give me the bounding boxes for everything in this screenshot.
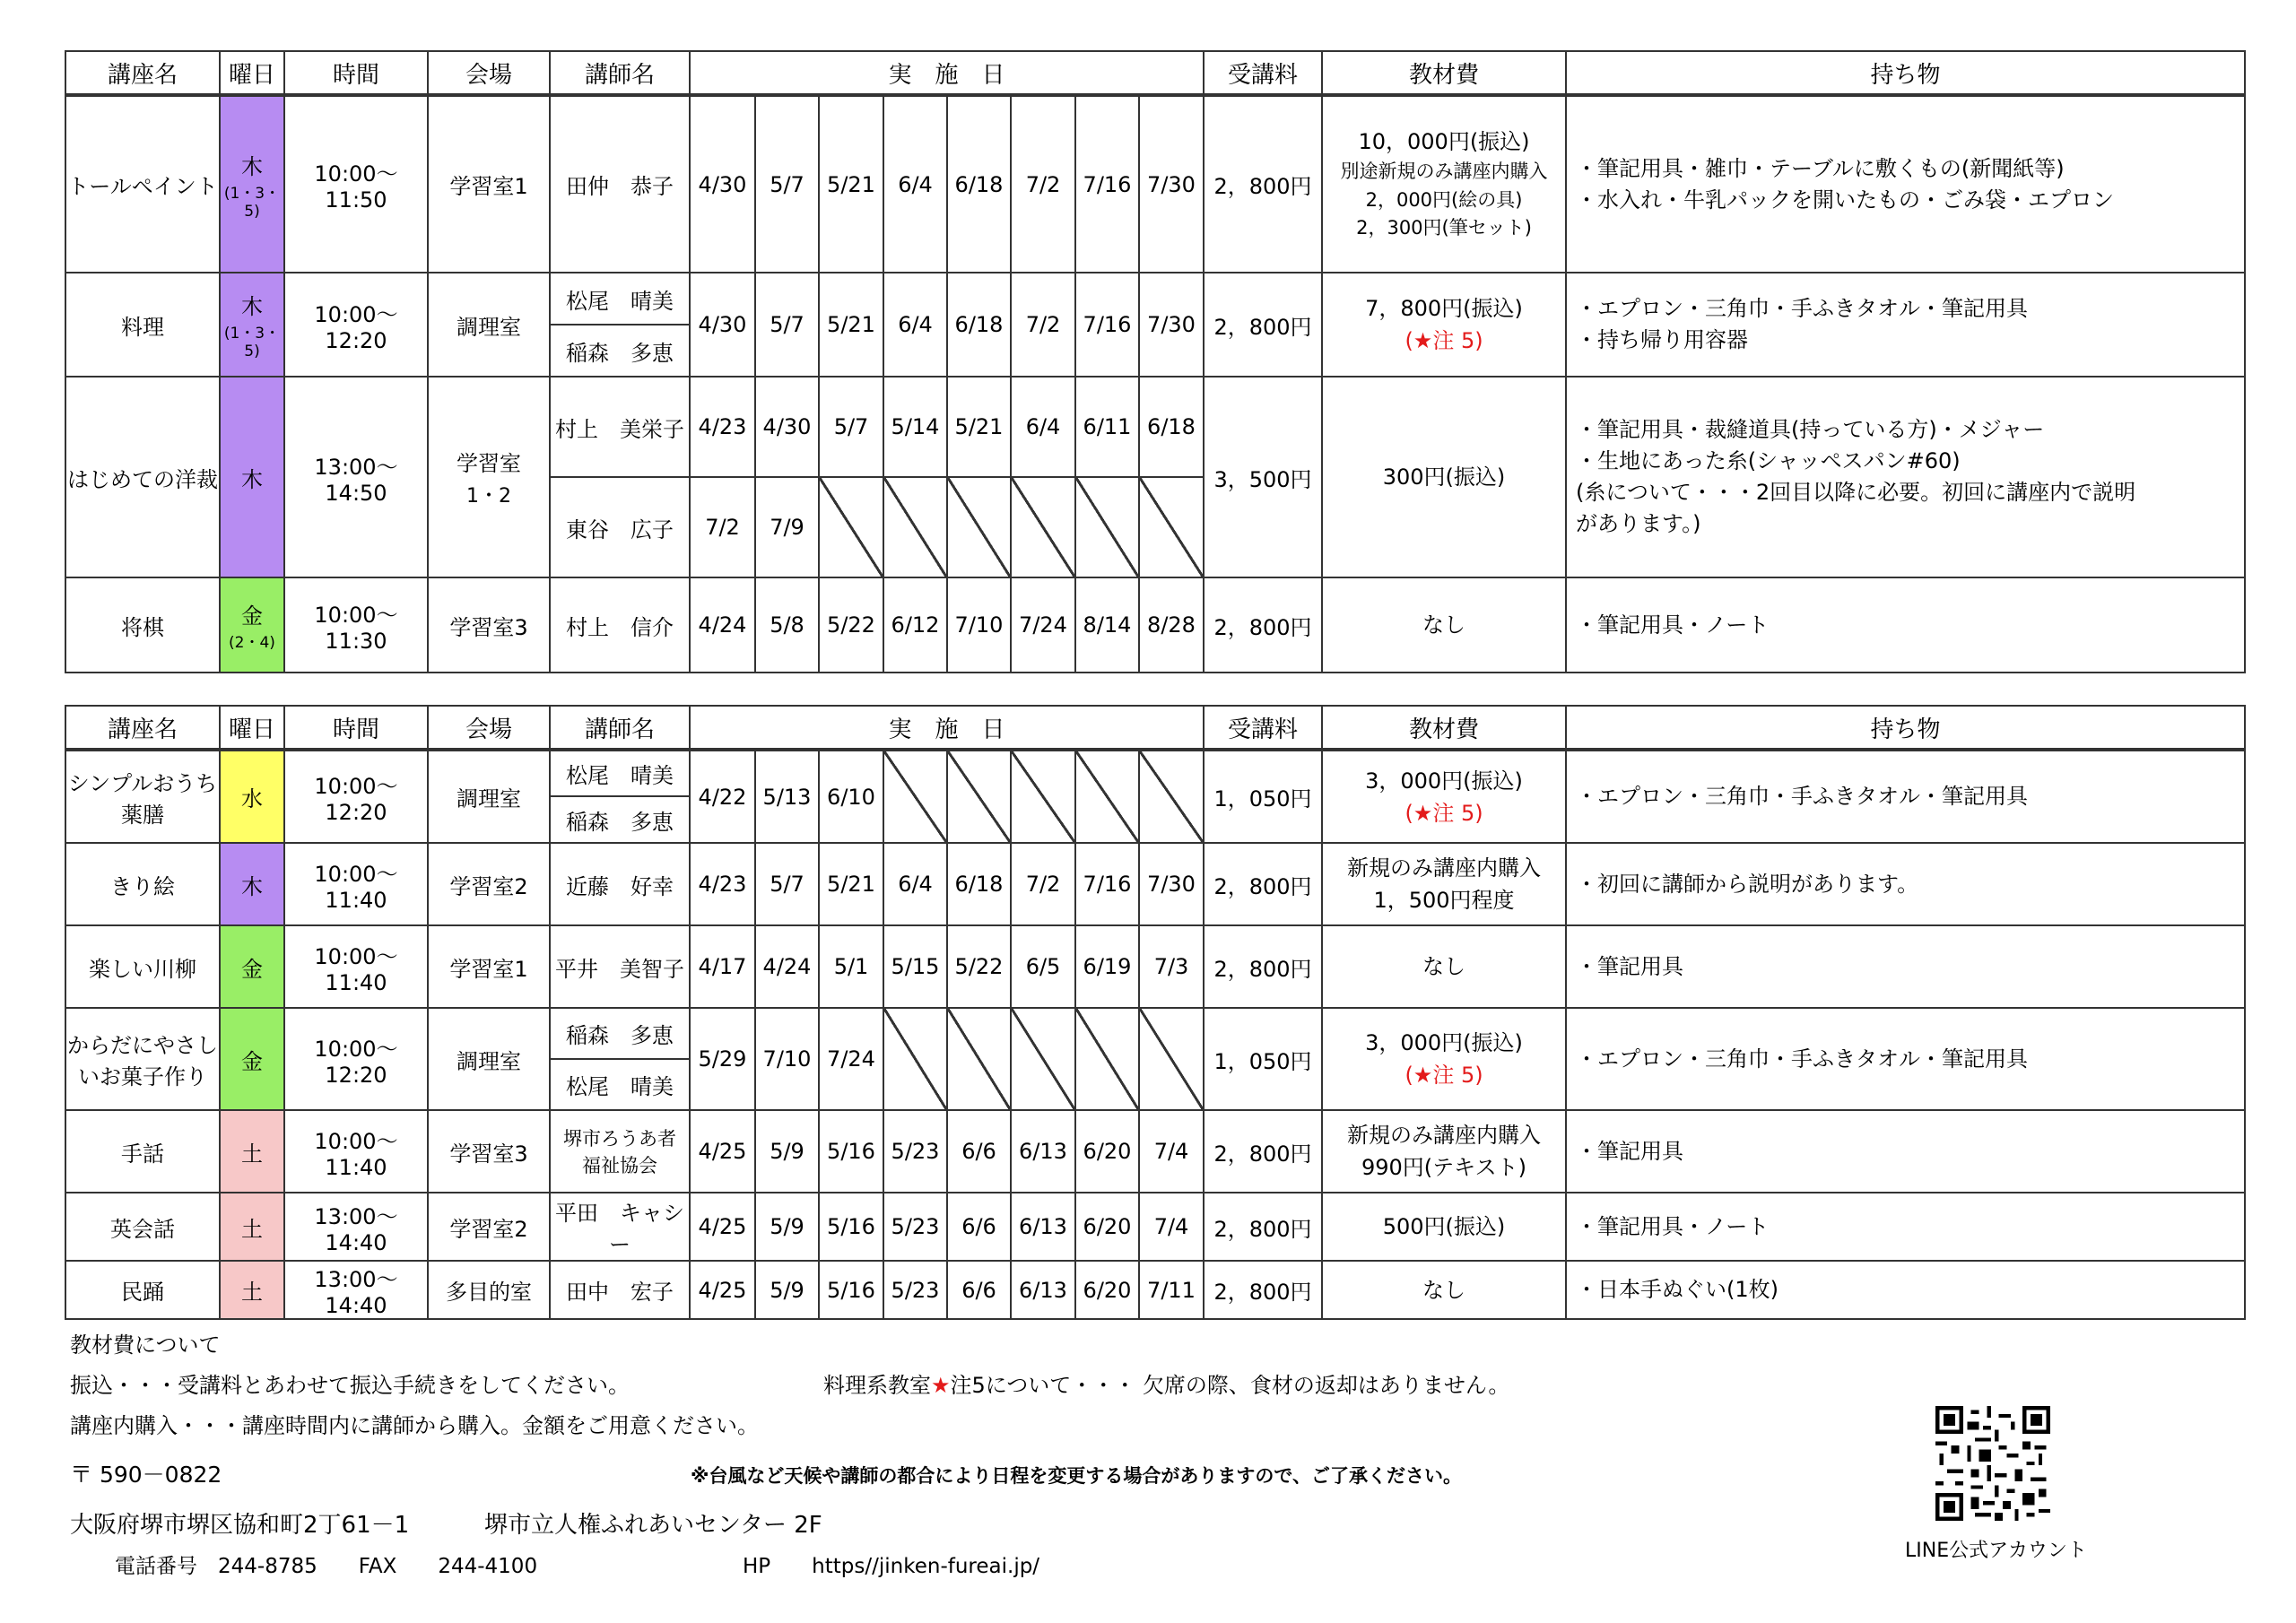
course-date: 4/17 <box>690 925 755 1008</box>
schedule-table-1 <box>65 50 2246 673</box>
course-time: 13:00～14:40 <box>284 1193 428 1261</box>
course-fee: 2，800円 <box>1204 925 1322 1008</box>
table-row <box>65 95 2245 273</box>
material-note-title: 教材費について <box>70 1332 221 1358</box>
course-date: 6/11 <box>1075 377 1139 477</box>
header-course: 講座名 <box>65 706 220 750</box>
course-items: ・日本手ぬぐい(1枚) <box>1566 1261 2245 1319</box>
course-date: 5/16 <box>819 1193 883 1261</box>
table-row <box>65 1193 2245 1261</box>
course-time: 13:00～14:50 <box>284 377 428 577</box>
course-room: 学習室2 <box>428 1193 550 1261</box>
course-instructor: 平井 美智子 <box>550 925 690 1008</box>
course-room: 調理室 <box>428 750 550 843</box>
course-fee: 2，800円 <box>1204 95 1322 273</box>
course-room: 学習室2 <box>428 843 550 925</box>
course-material: 7，800円(振込) (★注 5) <box>1322 273 1566 377</box>
course-instructor: 松尾 晴美 <box>550 273 690 325</box>
course-date: 4/24 <box>755 925 819 1008</box>
course-instructor: 松尾 晴美 <box>550 1059 690 1110</box>
course-time: 10:00～11:30 <box>284 577 428 673</box>
course-time: 10:00～12:20 <box>284 750 428 843</box>
course-date: 6/12 <box>883 577 947 673</box>
empty-date-slash <box>1139 477 1204 577</box>
course-date: 6/4 <box>883 843 947 925</box>
course-date: 7/11 <box>1139 1261 1204 1319</box>
course-room: 調理室 <box>428 273 550 377</box>
line-qr-code[interactable] <box>1935 1406 2050 1521</box>
course-time: 10:00～11:40 <box>284 1110 428 1193</box>
course-name: からだにやさしいお菓子作り <box>65 1008 220 1110</box>
course-date: 5/22 <box>819 577 883 673</box>
course-instructor: 稲森 多恵 <box>550 325 690 377</box>
table-header-row <box>65 51 2245 95</box>
course-date: 6/13 <box>1011 1261 1075 1319</box>
course-material: 3，000円(振込) (★注 5) <box>1322 750 1566 843</box>
course-date: 4/30 <box>690 95 755 273</box>
course-date: 7/30 <box>1139 95 1204 273</box>
header-day: 曜日 <box>220 706 284 750</box>
course-date: 4/23 <box>690 377 755 477</box>
course-name: 英会話 <box>65 1193 220 1261</box>
empty-date-slash <box>1011 1008 1075 1110</box>
course-material: 新規のみ講座内購入 990円(テキスト) <box>1322 1110 1566 1193</box>
course-date: 6/20 <box>1075 1261 1139 1319</box>
course-date: 6/10 <box>819 750 883 843</box>
course-date: 6/18 <box>947 843 1011 925</box>
course-fee: 2，800円 <box>1204 273 1322 377</box>
empty-date-slash <box>947 750 1011 843</box>
course-instructor: 田仲 恭子 <box>550 95 690 273</box>
course-room: 学習室1 <box>428 925 550 1008</box>
course-day: 土 <box>220 1193 284 1261</box>
course-date: 6/5 <box>1011 925 1075 1008</box>
note-5-mark: (★注 5) <box>1405 800 1483 826</box>
course-date: 4/25 <box>690 1261 755 1319</box>
course-items: ・筆記用具 <box>1566 925 2245 1008</box>
header-dates: 実 施 日 <box>690 51 1204 95</box>
course-instructor: 東谷 広子 <box>550 477 690 577</box>
course-date: 7/3 <box>1139 925 1204 1008</box>
course-date: 4/30 <box>755 377 819 477</box>
course-date: 5/22 <box>947 925 1011 1008</box>
header-room: 会場 <box>428 706 550 750</box>
course-date: 5/21 <box>819 843 883 925</box>
cooking-note: 料理系教室★注5について・・・ 欠席の際、食材の返却はありません。 <box>823 1373 1510 1398</box>
course-day: 金 <box>220 925 284 1008</box>
course-instructor: 稲森 多恵 <box>550 796 690 843</box>
course-items: ・初回に講師から説明があります。 <box>1566 843 2245 925</box>
empty-date-slash <box>1011 750 1075 843</box>
course-date: 6/18 <box>1139 377 1204 477</box>
course-date: 6/18 <box>947 95 1011 273</box>
course-fee: 2，800円 <box>1204 1193 1322 1261</box>
course-date: 5/16 <box>819 1110 883 1193</box>
course-date: 4/23 <box>690 843 755 925</box>
header-items: 持ち物 <box>1566 706 2245 750</box>
header-time: 時間 <box>284 51 428 95</box>
course-fee: 1，050円 <box>1204 1008 1322 1110</box>
course-day: 木 <box>220 843 284 925</box>
table-row <box>65 273 2245 325</box>
empty-date-slash <box>947 477 1011 577</box>
course-date: 5/7 <box>755 95 819 273</box>
course-date: 5/7 <box>819 377 883 477</box>
course-date: 6/20 <box>1075 1193 1139 1261</box>
course-instructor: 松尾 晴美 <box>550 750 690 796</box>
course-date: 5/29 <box>690 1008 755 1110</box>
course-name: 手話 <box>65 1110 220 1193</box>
homepage-link[interactable]: HP https//jinken-fureai.jp/ <box>743 1555 1040 1578</box>
course-material: なし <box>1322 577 1566 673</box>
header-dates: 実 施 日 <box>690 706 1204 750</box>
course-material: なし <box>1322 925 1566 1008</box>
course-material: 10，000円(振込) 別途新規のみ講座内購入 2，000円(絵の具) 2，300円(筆セット) <box>1322 95 1566 273</box>
course-instructor: 平田 キャシー <box>550 1193 690 1261</box>
course-material: 500円(振込) <box>1322 1193 1566 1261</box>
course-date: 7/10 <box>947 577 1011 673</box>
course-material: なし <box>1322 1261 1566 1319</box>
course-items: ・エプロン・三角巾・手ふきタオル・筆記用具 <box>1566 1008 2245 1110</box>
header-fee: 受講料 <box>1204 51 1322 95</box>
course-time: 13:00～14:40 <box>284 1261 428 1319</box>
empty-date-slash <box>819 477 883 577</box>
course-name: 民踊 <box>65 1261 220 1319</box>
course-name: はじめての洋裁 <box>65 377 220 577</box>
header-material: 教材費 <box>1322 706 1566 750</box>
course-date: 4/25 <box>690 1193 755 1261</box>
course-date: 4/30 <box>690 273 755 377</box>
course-date: 7/16 <box>1075 95 1139 273</box>
course-items: ・筆記用具・ノート <box>1566 577 2245 673</box>
course-date: 7/4 <box>1139 1193 1204 1261</box>
course-day: 金 <box>220 1008 284 1110</box>
weather-note: ※台風など天候や講師の都合により日程を変更する場合がありますので、ご了承ください。 <box>691 1465 1462 1487</box>
course-date: 6/6 <box>947 1110 1011 1193</box>
table-row <box>65 843 2245 925</box>
course-date: 4/24 <box>690 577 755 673</box>
course-date: 5/21 <box>819 95 883 273</box>
course-fee: 1，050円 <box>1204 750 1322 843</box>
course-time: 10:00～11:40 <box>284 925 428 1008</box>
course-day: 木 (1・3・5) <box>220 273 284 377</box>
course-date: 6/4 <box>883 273 947 377</box>
course-day: 土 <box>220 1261 284 1319</box>
course-date: 6/6 <box>947 1261 1011 1319</box>
header-instructor: 講師名 <box>550 706 690 750</box>
course-name: 料理 <box>65 273 220 377</box>
course-date: 5/8 <box>755 577 819 673</box>
line-account-label: LINE公式アカウント <box>1905 1540 2087 1562</box>
course-date: 7/4 <box>1139 1110 1204 1193</box>
table-row <box>65 1261 2245 1319</box>
note-5-mark: (★注 5) <box>1405 328 1483 353</box>
course-date: 5/9 <box>755 1261 819 1319</box>
course-date: 6/18 <box>947 273 1011 377</box>
course-date: 7/2 <box>690 477 755 577</box>
course-room: 調理室 <box>428 1008 550 1110</box>
table-row <box>65 377 2245 477</box>
course-date: 6/4 <box>883 95 947 273</box>
empty-date-slash <box>883 750 947 843</box>
course-room: 学習室3 <box>428 577 550 673</box>
header-fee: 受講料 <box>1204 706 1322 750</box>
course-date: 7/9 <box>755 477 819 577</box>
course-items: ・筆記用具・雑巾・テーブルに敷くもの(新聞紙等) ・水入れ・牛乳パックを開いたもの・ごみ袋・エプロン <box>1566 95 2245 273</box>
course-date: 5/15 <box>883 925 947 1008</box>
course-date: 5/7 <box>755 273 819 377</box>
note-5-mark: (★注 5) <box>1405 1063 1483 1088</box>
table-row <box>65 577 2245 673</box>
course-material: 新規のみ講座内購入 1，500円程度 <box>1322 843 1566 925</box>
course-time: 10:00～11:50 <box>284 95 428 273</box>
course-date: 5/16 <box>819 1261 883 1319</box>
header-time: 時間 <box>284 706 428 750</box>
course-date: 5/21 <box>819 273 883 377</box>
course-date: 5/23 <box>883 1193 947 1261</box>
course-name: トールペイント <box>65 95 220 273</box>
course-fee: 2，800円 <box>1204 577 1322 673</box>
course-date: 5/23 <box>883 1110 947 1193</box>
course-name: シンプルおうち薬膳 <box>65 750 220 843</box>
course-date: 7/30 <box>1139 843 1204 925</box>
course-date: 7/24 <box>819 1008 883 1110</box>
course-date: 7/16 <box>1075 843 1139 925</box>
empty-date-slash <box>883 477 947 577</box>
star-icon: ★ <box>931 1373 951 1398</box>
course-date: 7/16 <box>1075 273 1139 377</box>
empty-date-slash <box>1075 750 1139 843</box>
course-room: 多目的室 <box>428 1261 550 1319</box>
course-date: 7/2 <box>1011 273 1075 377</box>
course-date: 7/30 <box>1139 273 1204 377</box>
course-date: 7/24 <box>1011 577 1075 673</box>
course-instructor: 村上 信介 <box>550 577 690 673</box>
phone-fax: 電話番号 244-8785 FAX 244-4100 <box>115 1555 538 1578</box>
header-items: 持ち物 <box>1566 51 2245 95</box>
course-room: 学習室 1・2 <box>428 377 550 577</box>
course-date: 5/23 <box>883 1261 947 1319</box>
course-day: 水 <box>220 750 284 843</box>
course-date: 5/1 <box>819 925 883 1008</box>
course-fee: 3，500円 <box>1204 377 1322 577</box>
course-items: ・筆記用具・ノート <box>1566 1193 2245 1261</box>
course-instructor: 村上 美栄子 <box>550 377 690 477</box>
course-date: 6/4 <box>1011 377 1075 477</box>
course-material: 3，000円(振込) (★注 5) <box>1322 1008 1566 1110</box>
course-name: きり絵 <box>65 843 220 925</box>
empty-date-slash <box>1075 1008 1139 1110</box>
header-room: 会場 <box>428 51 550 95</box>
empty-date-slash <box>1011 477 1075 577</box>
header-course: 講座名 <box>65 51 220 95</box>
table-row <box>65 750 2245 796</box>
postal-code: 〒 590－0822 <box>70 1462 222 1488</box>
course-date: 5/9 <box>755 1193 819 1261</box>
center-name: 堺市立人権ふれあいセンター 2F <box>484 1512 822 1539</box>
transfer-note: 振込・・・受講料とあわせて振込手続きをしてください。 <box>70 1373 630 1398</box>
course-date: 7/2 <box>1011 95 1075 273</box>
course-date: 6/19 <box>1075 925 1139 1008</box>
schedule-table-2 <box>65 705 2246 1320</box>
course-room: 学習室1 <box>428 95 550 273</box>
course-day: 木 (1・3・5) <box>220 95 284 273</box>
course-time: 10:00～12:20 <box>284 1008 428 1110</box>
empty-date-slash <box>1139 1008 1204 1110</box>
course-items: ・筆記用具 <box>1566 1110 2245 1193</box>
course-date: 7/10 <box>755 1008 819 1110</box>
header-day: 曜日 <box>220 51 284 95</box>
course-date: 5/14 <box>883 377 947 477</box>
course-fee: 2，800円 <box>1204 1110 1322 1193</box>
course-date: 5/7 <box>755 843 819 925</box>
course-material: 300円(振込) <box>1322 377 1566 577</box>
course-items: ・エプロン・三角巾・手ふきタオル・筆記用具 ・持ち帰り用容器 <box>1566 273 2245 377</box>
course-items: ・エプロン・三角巾・手ふきタオル・筆記用具 <box>1566 750 2245 843</box>
course-room: 学習室3 <box>428 1110 550 1193</box>
course-name: 将棋 <box>65 577 220 673</box>
empty-date-slash <box>1075 477 1139 577</box>
course-date: 5/21 <box>947 377 1011 477</box>
course-date: 5/9 <box>755 1110 819 1193</box>
empty-date-slash <box>947 1008 1011 1110</box>
course-date: 5/13 <box>755 750 819 843</box>
in-class-purchase-note: 講座内購入・・・講座時間内に講師から購入。金額をご用意ください。 <box>70 1413 759 1438</box>
course-date: 8/14 <box>1075 577 1139 673</box>
course-time: 10:00～12:20 <box>284 273 428 377</box>
course-date: 4/25 <box>690 1110 755 1193</box>
course-day: 木 <box>220 377 284 577</box>
table-row <box>65 1110 2245 1193</box>
table-row <box>65 1008 2245 1059</box>
course-day: 金 (2・4) <box>220 577 284 673</box>
empty-date-slash <box>1139 750 1204 843</box>
table-header-row <box>65 706 2245 750</box>
course-date: 6/13 <box>1011 1110 1075 1193</box>
course-date: 7/2 <box>1011 843 1075 925</box>
address: 大阪府堺市堺区協和町2丁61－1 <box>70 1512 410 1539</box>
course-date: 6/6 <box>947 1193 1011 1261</box>
course-day: 土 <box>220 1110 284 1193</box>
course-fee: 2，800円 <box>1204 1261 1322 1319</box>
course-instructor: 近藤 好幸 <box>550 843 690 925</box>
course-instructor: 稲森 多恵 <box>550 1008 690 1059</box>
course-items: ・筆記用具・裁縫道具(持っている方)・メジャー ・生地にあった糸(シャッペスパン#60) (糸について・・・2回目以降に必要。初回に講座内で説明 があります。) <box>1566 377 2245 577</box>
table-row <box>65 925 2245 1008</box>
course-date: 6/20 <box>1075 1110 1139 1193</box>
course-instructor: 堺市ろうあ者 福祉協会 <box>550 1110 690 1193</box>
header-material: 教材費 <box>1322 51 1566 95</box>
course-name: 楽しい川柳 <box>65 925 220 1008</box>
course-date: 8/28 <box>1139 577 1204 673</box>
course-date: 4/22 <box>690 750 755 843</box>
header-instructor: 講師名 <box>550 51 690 95</box>
empty-date-slash <box>883 1008 947 1110</box>
course-time: 10:00～11:40 <box>284 843 428 925</box>
course-fee: 2，800円 <box>1204 843 1322 925</box>
course-instructor: 田中 宏子 <box>550 1261 690 1319</box>
course-date: 6/13 <box>1011 1193 1075 1261</box>
